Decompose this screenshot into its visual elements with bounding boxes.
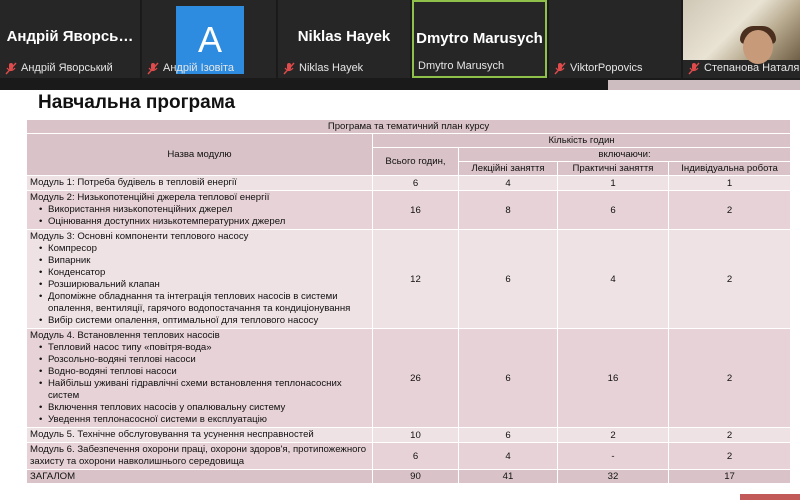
hours-individual-cell: 2 <box>669 428 791 443</box>
table-row <box>27 191 791 230</box>
col-module-header: Назва модулю <box>27 134 373 176</box>
module-topic-list <box>30 342 369 426</box>
hours-total-cell: 6 <box>373 176 459 191</box>
col-practical-header: Практичні заняття <box>558 162 669 176</box>
participant-video <box>683 0 800 60</box>
col-individual-header: Індивідуальна робота <box>669 162 791 176</box>
totals-practical: 32 <box>558 470 669 484</box>
participant-name-bar <box>418 58 504 74</box>
participant-name: Андрій Ізовіта <box>163 62 235 74</box>
list-item: • Тепловий насос типу «повітря-вода» <box>48 342 369 354</box>
hours-practical-cell: 4 <box>558 230 669 329</box>
list-item: • Уведення теплонасосної системи в експлуатацію <box>48 414 369 426</box>
hours-total-cell: 6 <box>373 443 459 470</box>
participant-tile[interactable] <box>0 0 140 78</box>
avatar: A <box>176 6 244 74</box>
participant-name-bar <box>146 60 234 76</box>
slide-corner-accent <box>740 494 800 500</box>
hours-total-cell: 10 <box>373 428 459 443</box>
participant-name: Niklas Hayek <box>299 62 364 74</box>
module-title: Модуль 3: Основні компоненти теплового насосу <box>30 231 249 242</box>
totals-row <box>27 470 791 484</box>
list-item: • Конденсатор <box>48 267 369 279</box>
table-row <box>27 230 791 329</box>
hours-lectures-cell: 6 <box>459 329 558 428</box>
hours-practical-cell: 6 <box>558 191 669 230</box>
totals-individual: 17 <box>669 470 791 484</box>
hours-practical-cell: 2 <box>558 428 669 443</box>
participant-tile-active-speaker[interactable] <box>412 0 547 78</box>
hours-practical-cell: - <box>558 443 669 470</box>
participant-name-bar <box>282 60 363 76</box>
module-title: Модуль 6. Забезпечення охорони праці, охорони здоров'я, протипожежного захисту та охорони навколишнього середовища <box>30 444 367 467</box>
participant-tile[interactable] <box>142 0 276 78</box>
list-item: • Використання низькопотенційних джерел <box>48 204 369 216</box>
participant-name: ViktorPopovics <box>570 62 643 74</box>
col-including-header: включаючи: <box>459 148 791 162</box>
module-topic-list <box>30 204 369 228</box>
list-item: • Розсольно-водяні теплові насоси <box>48 354 369 366</box>
participant-tile[interactable] <box>683 0 800 78</box>
module-cell <box>27 191 373 230</box>
table-row <box>27 443 791 470</box>
list-item: • Водно-водяні теплові насоси <box>48 366 369 378</box>
hours-lectures-cell: 6 <box>459 428 558 443</box>
hours-individual-cell: 2 <box>669 230 791 329</box>
hours-total-cell: 16 <box>373 191 459 230</box>
module-cell <box>27 428 373 443</box>
muted-mic-icon <box>687 62 701 75</box>
hours-lectures-cell: 4 <box>459 176 558 191</box>
participant-name-bar <box>4 60 113 76</box>
table-row <box>27 329 791 428</box>
participant-name: Dmytro Marusych <box>418 60 505 72</box>
module-cell <box>27 230 373 329</box>
table-row <box>27 176 791 191</box>
module-title: Модуль 5. Технічне обслуговування та усунення несправностей <box>30 429 314 440</box>
muted-mic-icon <box>553 62 567 75</box>
hours-practical-cell: 16 <box>558 329 669 428</box>
hours-lectures-cell: 6 <box>459 230 558 329</box>
module-cell <box>27 329 373 428</box>
participant-display-name: Dmytro Marusych <box>416 30 543 47</box>
curriculum-table <box>26 119 791 484</box>
totals-lectures: 41 <box>459 470 558 484</box>
list-item: • Розширювальний клапан <box>48 279 369 291</box>
hours-individual-cell: 2 <box>669 443 791 470</box>
hours-total-cell: 26 <box>373 329 459 428</box>
hours-individual-cell: 1 <box>669 176 791 191</box>
participant-name-bar <box>553 60 643 76</box>
hours-total-cell: 12 <box>373 230 459 329</box>
hours-individual-cell: 2 <box>669 191 791 230</box>
list-item: • Випарник <box>48 255 369 267</box>
module-topic-list <box>30 243 369 327</box>
col-hours-group-header: Кількість годин <box>373 134 791 148</box>
muted-mic-icon <box>146 62 160 75</box>
list-item: • Компресор <box>48 243 369 255</box>
shared-slide <box>0 80 800 500</box>
module-title: Модуль 4. Встановлення теплових насосів <box>30 330 220 341</box>
col-total-header: Всього годин, <box>373 148 459 176</box>
list-item: • Найбільш уживані гідравлічні схеми встановлення теплонасосних систем <box>48 378 369 402</box>
totals-total: 90 <box>373 470 459 484</box>
table-caption: Програма та тематичний план курсу <box>27 120 791 134</box>
participant-strip <box>0 0 800 78</box>
participant-name-bar <box>687 60 799 76</box>
hours-lectures-cell: 4 <box>459 443 558 470</box>
participant-tile[interactable] <box>278 0 410 78</box>
module-title: Модуль 1: Потреба будівель в тепловій енергії <box>30 177 237 188</box>
slide-top-bar <box>0 80 800 90</box>
hours-practical-cell: 1 <box>558 176 669 191</box>
hours-individual-cell: 2 <box>669 329 791 428</box>
col-lectures-header: Лекційні заняття <box>459 162 558 176</box>
muted-mic-icon <box>4 62 18 75</box>
list-item: • Включення теплових насосів у опалювальну систему <box>48 402 369 414</box>
participant-name: Степанова Наталя <box>704 62 800 74</box>
participant-display-name: Niklas Hayek <box>297 28 391 45</box>
participant-tile[interactable] <box>549 0 681 78</box>
module-cell <box>27 176 373 191</box>
totals-label: ЗАГАЛОМ <box>27 470 373 484</box>
list-item: • Допоміжне обладнання та інтеграція теплових насосів в системи опалення, вентиляції, гарячого водопостачання та кондиціонування <box>48 291 369 315</box>
module-title: Модуль 2: Низькопотенційні джерела теплової енергії <box>30 192 270 203</box>
module-cell <box>27 443 373 470</box>
table-row <box>27 428 791 443</box>
muted-mic-icon <box>282 62 296 75</box>
list-item: • Вибір системи опалення, оптимальної для теплового насосу <box>48 315 369 327</box>
participant-name: Андрій Яворський <box>21 62 113 74</box>
hours-lectures-cell: 8 <box>459 191 558 230</box>
slide-title: Навчальна програма <box>38 92 236 113</box>
participant-display-name: Андрій Яворсь… <box>6 28 134 45</box>
list-item: • Оцінювання доступних низькотемпературних джерел <box>48 216 369 228</box>
